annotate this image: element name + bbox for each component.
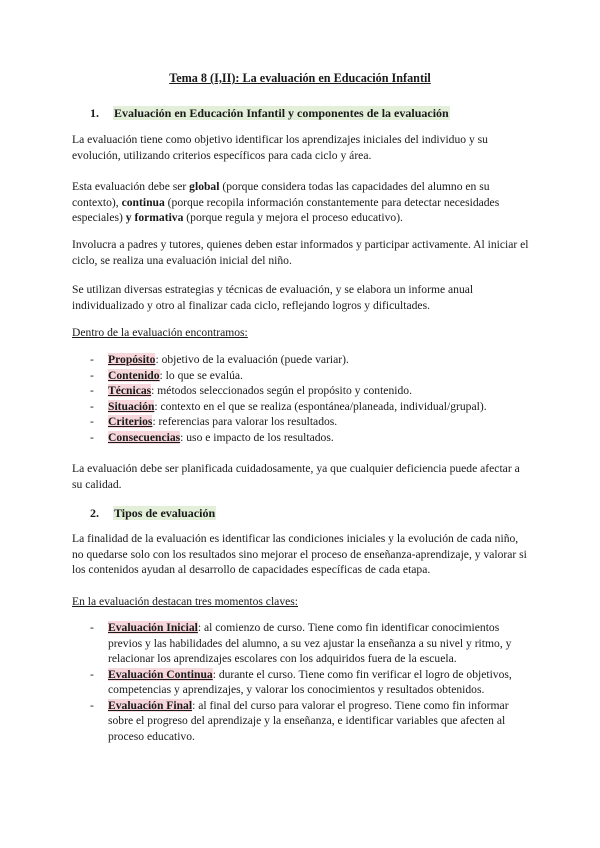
section-2-number: 2. xyxy=(90,506,99,520)
list-item xyxy=(90,383,530,399)
section-1-paragraph-1: La evaluación tiene como objetivo identificar los aprendizajes iniciales del individuo y su evolución, utilizando criterios específicos para cada ciclo y área. xyxy=(72,133,488,162)
section-1-paragraph-2 xyxy=(72,179,532,226)
section-2-paragraph-1: La finalidad de la evaluación es identificar las condiciones iniciales y la evolución de cada niño, no quedarse solo con los resultados sino mejorar el proceso de enseñanza-aprendizaje, y valorar si los contenidos ayudan al desarrollo de capacidades específicas de cada etapa. xyxy=(72,532,527,576)
bullet-dash: - xyxy=(90,430,94,444)
item-term: Situación xyxy=(108,399,155,413)
item-desc: : contexto en el que se realiza (espontánea/planeada, individual/grupal). xyxy=(154,399,487,413)
section-1-paragraph-4: Se utilizan diversas estrategias y técnicas de evaluación, y se elabora un informe anual individualizado y otro al finalizar cada ciclo, reflejando logros y dificultades. xyxy=(72,283,474,312)
item-desc: : al comienzo de curso. Tiene como fin identificar conocimientos previos y las habilidades del alumno, a su vez ajustar la enseñanza a su nivel y ritmo, y relacionar los aprendizajes escolares con los adquiridos fuera de la escuela. xyxy=(108,621,512,665)
p2-formativa: y formativa xyxy=(125,211,184,224)
list-item xyxy=(90,368,530,384)
bullet-dash: - xyxy=(90,698,94,712)
components-list xyxy=(90,352,530,445)
section-1-list-intro: Dentro de la evaluación encontramos: xyxy=(72,326,248,339)
bullet-dash: - xyxy=(90,368,94,382)
item-desc: : al final del curso para valorar el progreso. Tiene como fin informar sobre el progreso del aprendizaje y la enseñanza, e identificar variables que afecten al proceso educativo. xyxy=(108,698,509,743)
item-term: Técnicas xyxy=(108,384,152,397)
item-term: Contenido xyxy=(108,368,160,382)
item-desc: : durante el curso. Tiene como fin verificar el logro de objetivos, competencias y aprendizajes, y valorar los conocimientos y resultados obtenidos. xyxy=(108,667,512,696)
section-1-title: Evaluación en Educación Infantil y componentes de la evaluación xyxy=(114,106,449,120)
item-term: Evaluación Inicial xyxy=(108,621,198,634)
item-term: Criterios xyxy=(108,415,153,428)
section-1-number: 1. xyxy=(90,106,99,120)
list-item xyxy=(90,414,530,430)
bullet-dash: - xyxy=(90,415,94,428)
document-title: Tema 8 (I,II): La evaluación en Educación Infantil xyxy=(169,71,431,85)
p2-continua: continua xyxy=(121,195,165,209)
p2-text-a: Esta evaluación debe ser xyxy=(72,180,190,193)
bullet-dash: - xyxy=(90,621,94,634)
bullet-dash: - xyxy=(90,384,94,397)
p2-text-e: (porque recopila información constantemente para detectar necesidades especiales) xyxy=(72,195,500,224)
section-2-list-intro: En la evaluación destacan tres momentos claves: xyxy=(72,595,298,608)
item-desc: : referencias para valorar los resultados. xyxy=(152,415,338,428)
bullet-dash: - xyxy=(90,667,94,681)
p2-text-c: (porque considera todas las capacidades del alumno en su contexto), xyxy=(72,180,490,209)
p2-text-g: (porque regula y mejora el proceso educativo). xyxy=(183,211,403,224)
list-item xyxy=(90,620,530,667)
list-item xyxy=(90,399,530,415)
section-1-heading xyxy=(90,106,450,122)
item-desc: : uso e impacto de los resultados. xyxy=(180,430,334,444)
bullet-dash: - xyxy=(90,399,94,413)
section-1-paragraph-3: Involucra a padres y tutores, quienes deben estar informados y participar activamente. Al iniciar el ciclo, se realiza una evaluación inicial del niño. xyxy=(72,238,529,267)
moments-list xyxy=(90,620,530,744)
section-1-paragraph-5: La evaluación debe ser planificada cuidadosamente, ya que cualquier deficiencia puede afectar a su calidad. xyxy=(72,462,520,491)
list-item xyxy=(90,667,530,698)
item-term: Evaluación Continua xyxy=(108,667,213,681)
item-desc: : métodos seleccionados según el propósito y contenido. xyxy=(151,384,412,397)
list-item xyxy=(90,352,530,368)
item-desc: : objetivo de la evaluación (puede variar). xyxy=(155,353,349,366)
item-term: Evaluación Final xyxy=(108,698,193,712)
section-2-title: Tipos de evaluación xyxy=(114,506,216,520)
p2-global: global xyxy=(189,180,220,193)
item-term: Propósito xyxy=(108,353,156,366)
item-desc: : lo que se evalúa. xyxy=(159,368,243,382)
list-item xyxy=(90,430,530,446)
section-2-heading xyxy=(90,506,216,522)
item-term: Consecuencias xyxy=(108,430,181,444)
bullet-dash: - xyxy=(90,353,94,366)
list-item xyxy=(90,698,530,745)
